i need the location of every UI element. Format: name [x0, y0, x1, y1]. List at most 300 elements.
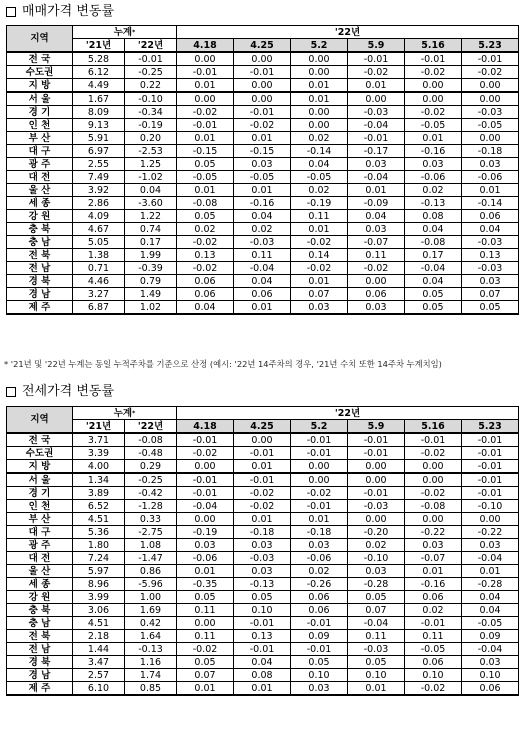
table-row — [7, 301, 519, 315]
region-name: 경 북 — [7, 656, 73, 669]
weekly-value: 0.01 — [291, 275, 348, 288]
weekly-value: 0.06 — [291, 591, 348, 604]
table-row — [7, 604, 519, 617]
weekly-value: 0.03 — [291, 301, 348, 315]
weekly-value: -0.04 — [348, 119, 405, 132]
region-header: 지역 — [7, 407, 73, 434]
weekly-value: -0.01 — [291, 617, 348, 630]
weekly-value: 0.03 — [405, 539, 462, 552]
weekly-value: 0.00 — [405, 92, 462, 106]
region-name: 광 주 — [7, 158, 73, 171]
weekly-value: 0.01 — [234, 184, 291, 197]
weekly-value: -0.22 — [405, 526, 462, 539]
weekly-value: 0.11 — [405, 630, 462, 643]
weekly-value: 0.10 — [234, 604, 291, 617]
weekly-value: -0.13 — [405, 197, 462, 210]
cumulative-value: -0.13 — [125, 643, 177, 656]
weekly-value: 0.01 — [234, 460, 291, 474]
week-header: 5.23 — [462, 39, 519, 53]
weekly-value: 0.00 — [462, 132, 519, 145]
weekly-value: 0.06 — [291, 604, 348, 617]
week-header: 4.25 — [234, 420, 291, 434]
weekly-value: -0.03 — [348, 500, 405, 513]
region-name: 전 남 — [7, 262, 73, 275]
weekly-value: -0.18 — [291, 526, 348, 539]
table-row — [7, 447, 519, 460]
weekly-value: -0.01 — [348, 487, 405, 500]
cumulative-value: 1.16 — [125, 656, 177, 669]
weekly-value: 0.11 — [348, 249, 405, 262]
weekly-value: -0.01 — [348, 433, 405, 447]
weekly-value: 0.08 — [234, 669, 291, 682]
weekly-value: -0.04 — [348, 171, 405, 184]
sale-change-table — [6, 25, 519, 315]
week-header: 5.2 — [291, 420, 348, 434]
weekly-value: 0.02 — [291, 565, 348, 578]
weekly-value: -0.01 — [462, 460, 519, 474]
weekly-value: 0.01 — [462, 184, 519, 197]
cumulative-value: 4.67 — [73, 223, 125, 236]
weekly-value: 0.02 — [177, 223, 234, 236]
table-row — [7, 223, 519, 236]
table-row — [7, 79, 519, 93]
weekly-value: 0.01 — [462, 565, 519, 578]
cumulative-value: 6.52 — [73, 500, 125, 513]
region-name: 전 북 — [7, 630, 73, 643]
weekly-value: 0.04 — [462, 591, 519, 604]
jeonse-title-text: 전세가격 변동률 — [22, 384, 115, 399]
weekly-value: -0.05 — [234, 171, 291, 184]
weekly-value: 0.00 — [348, 513, 405, 526]
weekly-value: -0.01 — [348, 132, 405, 145]
weekly-value: 0.06 — [405, 591, 462, 604]
region-name: 울 산 — [7, 565, 73, 578]
year-22-header: '22년 — [177, 407, 519, 420]
col-22-header: '22년 — [125, 420, 177, 434]
cumulative-value: 6.87 — [73, 301, 125, 315]
sale-section-title — [6, 4, 114, 20]
cumulative-value: 8.96 — [73, 578, 125, 591]
weekly-value: -0.01 — [177, 487, 234, 500]
weekly-value: -0.01 — [234, 66, 291, 79]
checkbox-icon — [6, 7, 16, 17]
weekly-value: 0.00 — [348, 92, 405, 106]
weekly-value: -0.03 — [348, 643, 405, 656]
cumulative-value: 4.51 — [73, 513, 125, 526]
cumulative-value: 0.71 — [73, 262, 125, 275]
weekly-value: 0.01 — [348, 79, 405, 93]
weekly-value: 0.07 — [291, 288, 348, 301]
weekly-value: 0.00 — [348, 473, 405, 487]
weekly-value: 0.02 — [405, 604, 462, 617]
region-name: 대 구 — [7, 145, 73, 158]
cumulative-value: 4.46 — [73, 275, 125, 288]
weekly-value: 0.01 — [177, 132, 234, 145]
table-row — [7, 184, 519, 197]
table-row — [7, 513, 519, 526]
weekly-value: 0.05 — [405, 301, 462, 315]
week-header: 5.16 — [405, 39, 462, 53]
weekly-value: 0.00 — [405, 513, 462, 526]
cumulative-value: -0.01 — [125, 52, 177, 66]
weekly-value: 0.05 — [462, 301, 519, 315]
region-name: 강 원 — [7, 591, 73, 604]
weekly-value: -0.04 — [348, 617, 405, 630]
weekly-value: 0.05 — [405, 288, 462, 301]
weekly-value: 0.01 — [234, 682, 291, 696]
weekly-value: 0.01 — [177, 682, 234, 696]
weekly-value: 0.04 — [177, 301, 234, 315]
weekly-value: -0.17 — [348, 145, 405, 158]
weekly-value: -0.35 — [177, 578, 234, 591]
region-name: 전 국 — [7, 433, 73, 447]
region-name: 광 주 — [7, 539, 73, 552]
region-name: 경 남 — [7, 669, 73, 682]
weekly-value: 0.01 — [348, 184, 405, 197]
region-name: 인 천 — [7, 119, 73, 132]
cumulative-value: 5.97 — [73, 565, 125, 578]
cumulative-value: -0.48 — [125, 447, 177, 460]
weekly-value: 0.04 — [291, 158, 348, 171]
weekly-value: 0.00 — [177, 617, 234, 630]
table-row — [7, 617, 519, 630]
table-row — [7, 682, 519, 696]
cumulative-value: -1.47 — [125, 552, 177, 565]
week-header: 5.16 — [405, 420, 462, 434]
region-header: 지역 — [7, 26, 73, 53]
jeonse-change-table — [6, 406, 519, 696]
weekly-value: -0.28 — [462, 578, 519, 591]
weekly-value: -0.01 — [291, 643, 348, 656]
weekly-value: -0.01 — [405, 617, 462, 630]
weekly-value: -0.02 — [405, 487, 462, 500]
cumulative-value: -0.34 — [125, 106, 177, 119]
weekly-value: -0.01 — [234, 617, 291, 630]
weekly-value: -0.16 — [234, 197, 291, 210]
cumulative-value: 1.49 — [125, 288, 177, 301]
weekly-value: 0.01 — [234, 513, 291, 526]
weekly-value: -0.01 — [405, 52, 462, 66]
weekly-value: 0.08 — [405, 210, 462, 223]
cumulative-value: 1.25 — [125, 158, 177, 171]
table-row — [7, 52, 519, 66]
weekly-value: 0.09 — [462, 630, 519, 643]
weekly-value: 0.10 — [462, 669, 519, 682]
cumulative-value: 3.92 — [73, 184, 125, 197]
table-row — [7, 578, 519, 591]
weekly-value: 0.05 — [291, 656, 348, 669]
weekly-value: -0.02 — [405, 106, 462, 119]
region-name: 전 남 — [7, 643, 73, 656]
weekly-value: 0.01 — [177, 79, 234, 93]
cumulative-value: 4.51 — [73, 617, 125, 630]
weekly-value: 0.10 — [348, 669, 405, 682]
weekly-value: 0.01 — [291, 513, 348, 526]
weekly-value: -0.01 — [405, 433, 462, 447]
cumulative-value: 3.47 — [73, 656, 125, 669]
weekly-value: 0.05 — [177, 210, 234, 223]
weekly-value: 0.04 — [462, 223, 519, 236]
cumulative-value: -1.28 — [125, 500, 177, 513]
region-name: 수도권 — [7, 447, 73, 460]
cumulative-value: -0.42 — [125, 487, 177, 500]
weekly-value: 0.01 — [234, 132, 291, 145]
weekly-value: -0.03 — [462, 106, 519, 119]
weekly-value: 0.03 — [462, 158, 519, 171]
week-header: 5.9 — [348, 420, 405, 434]
weekly-value: -0.15 — [234, 145, 291, 158]
weekly-value: 0.02 — [405, 184, 462, 197]
table-row — [7, 565, 519, 578]
weekly-value: 0.01 — [291, 223, 348, 236]
weekly-value: -0.05 — [405, 119, 462, 132]
weekly-value: -0.01 — [291, 447, 348, 460]
weekly-value: 0.11 — [177, 630, 234, 643]
table-row — [7, 119, 519, 132]
table-row — [7, 643, 519, 656]
cumulative-value: 1.08 — [125, 539, 177, 552]
col-21-header: '21년 — [73, 39, 125, 53]
weekly-value: 0.04 — [348, 210, 405, 223]
weekly-value: -0.01 — [462, 433, 519, 447]
weekly-value: 0.00 — [177, 513, 234, 526]
table-row — [7, 591, 519, 604]
table-row — [7, 487, 519, 500]
weekly-value: 0.00 — [291, 460, 348, 474]
weekly-value: -0.01 — [234, 106, 291, 119]
cumulative-value: 0.20 — [125, 132, 177, 145]
cumulative-value: 0.04 — [125, 184, 177, 197]
weekly-value: 0.06 — [177, 288, 234, 301]
weekly-value: 0.05 — [177, 158, 234, 171]
weekly-value: 0.11 — [291, 210, 348, 223]
weekly-value: 0.03 — [462, 275, 519, 288]
weekly-value: -0.04 — [234, 262, 291, 275]
weekly-value: 0.00 — [405, 473, 462, 487]
weekly-value: 0.14 — [291, 249, 348, 262]
weekly-value: 0.00 — [291, 106, 348, 119]
weekly-value: -0.02 — [405, 447, 462, 460]
region-name: 세 종 — [7, 197, 73, 210]
cumulative-value: -0.10 — [125, 92, 177, 106]
weekly-value: 0.00 — [234, 52, 291, 66]
weekly-value: 0.03 — [348, 158, 405, 171]
weekly-value: 0.00 — [462, 513, 519, 526]
weekly-value: 0.13 — [462, 249, 519, 262]
table-row — [7, 473, 519, 487]
cumulative-value: 1.02 — [125, 301, 177, 315]
sale-title-text: 매매가격 변동률 — [22, 4, 115, 19]
cumulative-header: 누계* — [73, 407, 177, 420]
cumulative-value: 4.09 — [73, 210, 125, 223]
weekly-value: -0.02 — [234, 500, 291, 513]
region-name: 대 전 — [7, 552, 73, 565]
table-row — [7, 106, 519, 119]
table-row — [7, 236, 519, 249]
weekly-value: -0.20 — [348, 526, 405, 539]
weekly-value: 0.01 — [291, 79, 348, 93]
weekly-value: 0.00 — [177, 460, 234, 474]
region-name: 강 원 — [7, 210, 73, 223]
weekly-value: -0.03 — [234, 236, 291, 249]
table-row — [7, 526, 519, 539]
footnote-mark: * — [132, 28, 136, 36]
region-name: 충 남 — [7, 236, 73, 249]
table-row — [7, 210, 519, 223]
cumulative-value: 3.71 — [73, 433, 125, 447]
weekly-value: -0.16 — [405, 578, 462, 591]
week-header: 4.18 — [177, 420, 234, 434]
weekly-value: -0.06 — [291, 552, 348, 565]
region-name: 대 구 — [7, 526, 73, 539]
weekly-value: 0.06 — [462, 682, 519, 696]
cumulative-value: -0.08 — [125, 433, 177, 447]
weekly-value: 0.00 — [234, 433, 291, 447]
weekly-value: -0.03 — [462, 236, 519, 249]
cumulative-value: 4.00 — [73, 460, 125, 474]
weekly-value: 0.01 — [348, 682, 405, 696]
weekly-value: -0.02 — [348, 262, 405, 275]
weekly-value: -0.18 — [234, 526, 291, 539]
cumulative-value: 3.06 — [73, 604, 125, 617]
weekly-value: 0.04 — [405, 275, 462, 288]
weekly-value: -0.01 — [462, 52, 519, 66]
table-row — [7, 433, 519, 447]
region-name: 수도권 — [7, 66, 73, 79]
weekly-value: 0.03 — [348, 301, 405, 315]
year-22-header: '22년 — [177, 26, 519, 39]
table-row — [7, 630, 519, 643]
weekly-value: -0.02 — [234, 487, 291, 500]
weekly-value: -0.05 — [462, 119, 519, 132]
cumulative-value: 9.13 — [73, 119, 125, 132]
cumulative-value: 6.10 — [73, 682, 125, 696]
table-row — [7, 669, 519, 682]
region-name: 세 종 — [7, 578, 73, 591]
weekly-value: 0.05 — [234, 591, 291, 604]
weekly-value: 0.05 — [348, 591, 405, 604]
cumulative-value: 0.29 — [125, 460, 177, 474]
weekly-value: 0.06 — [462, 210, 519, 223]
region-name: 인 천 — [7, 500, 73, 513]
week-header: 5.23 — [462, 420, 519, 434]
table-row — [7, 249, 519, 262]
weekly-value: 0.17 — [405, 249, 462, 262]
cumulative-value: 7.49 — [73, 171, 125, 184]
cumulative-value: 5.05 — [73, 236, 125, 249]
col-21-header: '21년 — [73, 420, 125, 434]
weekly-value: -0.01 — [234, 447, 291, 460]
weekly-value: 0.00 — [177, 92, 234, 106]
weekly-value: 0.06 — [234, 288, 291, 301]
weekly-value: -0.06 — [462, 171, 519, 184]
weekly-value: 0.04 — [234, 275, 291, 288]
cumulative-value: 0.42 — [125, 617, 177, 630]
weekly-value: 0.00 — [462, 79, 519, 93]
weekly-value: 0.04 — [234, 656, 291, 669]
weekly-value: 0.04 — [462, 604, 519, 617]
table-row — [7, 171, 519, 184]
weekly-value: 0.07 — [348, 604, 405, 617]
weekly-value: -0.03 — [462, 262, 519, 275]
weekly-value: -0.01 — [234, 643, 291, 656]
cumulative-value: -5.96 — [125, 578, 177, 591]
week-header: 5.9 — [348, 39, 405, 53]
region-name: 충 북 — [7, 223, 73, 236]
cumulative-value: 6.12 — [73, 66, 125, 79]
weekly-value: 0.02 — [234, 223, 291, 236]
weekly-value: 0.03 — [462, 539, 519, 552]
weekly-value: 0.00 — [291, 119, 348, 132]
weekly-value: 0.13 — [177, 249, 234, 262]
region-name: 서 울 — [7, 473, 73, 487]
weekly-value: -0.02 — [405, 66, 462, 79]
weekly-value: 0.01 — [177, 184, 234, 197]
cumulative-value: 1.69 — [125, 604, 177, 617]
weekly-value: -0.02 — [234, 119, 291, 132]
weekly-value: -0.01 — [348, 447, 405, 460]
cumulative-value: 3.27 — [73, 288, 125, 301]
weekly-value: -0.26 — [291, 578, 348, 591]
weekly-value: -0.02 — [348, 66, 405, 79]
weekly-value: 0.03 — [291, 682, 348, 696]
cumulative-value: -2.75 — [125, 526, 177, 539]
cumulative-value: 5.28 — [73, 52, 125, 66]
region-name: 울 산 — [7, 184, 73, 197]
weekly-value: -0.02 — [177, 262, 234, 275]
weekly-value: -0.01 — [177, 473, 234, 487]
weekly-value: 0.11 — [348, 630, 405, 643]
weekly-value: -0.05 — [462, 617, 519, 630]
weekly-value: 0.00 — [177, 52, 234, 66]
region-name: 충 남 — [7, 617, 73, 630]
weekly-value: 0.02 — [291, 184, 348, 197]
cumulative-value: 1.80 — [73, 539, 125, 552]
weekly-value: 0.03 — [234, 158, 291, 171]
weekly-value: 0.04 — [234, 210, 291, 223]
weekly-value: -0.01 — [291, 500, 348, 513]
weekly-value: -0.08 — [177, 197, 234, 210]
weekly-value: 0.06 — [405, 656, 462, 669]
table-row — [7, 132, 519, 145]
weekly-value: -0.02 — [291, 262, 348, 275]
weekly-value: 0.07 — [177, 669, 234, 682]
weekly-value: -0.02 — [177, 236, 234, 249]
week-header: 4.18 — [177, 39, 234, 53]
weekly-value: 0.06 — [177, 275, 234, 288]
weekly-value: -0.14 — [291, 145, 348, 158]
cumulative-value: 1.38 — [73, 249, 125, 262]
table-row — [7, 275, 519, 288]
weekly-value: -0.07 — [405, 552, 462, 565]
weekly-value: 0.00 — [291, 66, 348, 79]
weekly-value: 0.03 — [348, 565, 405, 578]
weekly-value: 0.03 — [234, 539, 291, 552]
region-name: 충 북 — [7, 604, 73, 617]
weekly-value: 0.01 — [405, 132, 462, 145]
cumulative-header: 누계* — [73, 26, 177, 39]
weekly-value: 0.10 — [405, 669, 462, 682]
region-name: 경 기 — [7, 487, 73, 500]
weekly-value: 0.00 — [348, 460, 405, 474]
region-name: 경 남 — [7, 288, 73, 301]
weekly-value: -0.10 — [462, 500, 519, 513]
weekly-value: -0.19 — [291, 197, 348, 210]
table-row — [7, 197, 519, 210]
weekly-value: -0.04 — [405, 262, 462, 275]
cumulative-value: -1.02 — [125, 171, 177, 184]
cumulative-value: 0.86 — [125, 565, 177, 578]
